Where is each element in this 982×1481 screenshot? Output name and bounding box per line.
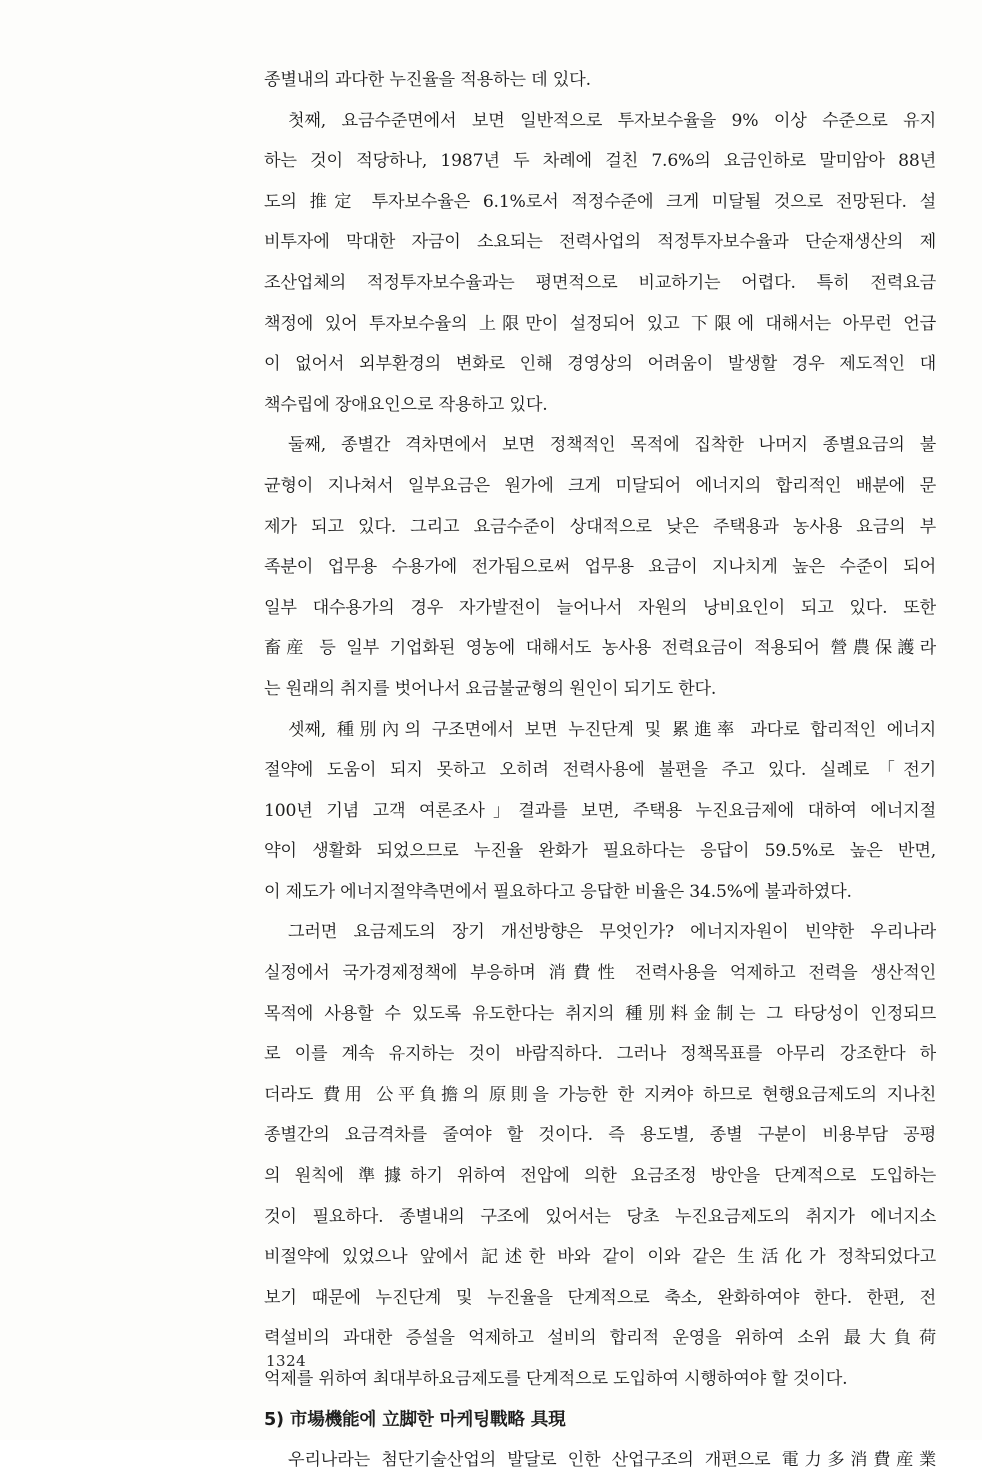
text-line: 억제를 위하여 최대부하요금제도를 단계적으로 도입하여 시행하여야 할 것이다. [264,1369,848,1389]
text-line: 는 원래의 취지를 벗어나서 요금불균형의 원인이 되기도 한다. [264,678,717,699]
page-number: 1324 [266,1352,307,1370]
text-line: 첫째, 요금수준면에서 보면 일반적으로 투자보수율을 9% 이상 수준으로 유지 [288,110,936,131]
text-line: 셋째, 種別內의 구조면에서 보면 누진단계 및 累進率 과다로 합리적인 에너지 [288,719,936,740]
text-line: 책수립에 장애요인으로 작용하고 있다. [264,394,548,415]
text-line: 종별내의 과다한 누진율을 적용하는 데 있다. [264,70,591,90]
text-line: 제가 되고 있다. 그리고 요금수준이 상대적으로 낮은 주택용과 농사용 요금의 부 [264,516,936,537]
text-line: 이 제도가 에너지절약측면에서 필요하다고 응답한 비율은 34.5%에 불과하였다. [264,881,852,902]
text-line: 로 이를 계속 유지하는 것이 바람직하다. 그러나 정책목표를 아무리 강조한다 하 [264,1044,936,1065]
text-line: 조산업체의 적정투자보수율과는 평면적으로 비교하기는 어렵다. 특히 전력요금 [264,272,936,293]
text-line: 약이 생활화 되었으므로 누진율 완화가 필요하다는 응답이 59.5%로 높은 반면, [264,841,936,862]
text-line: 둘째, 종별간 격차면에서 보면 정책적인 목적에 집착한 나머지 종별요금의 불 [288,435,936,456]
text-line: 종별간의 요금격차를 줄여야 할 것이다. 즉 용도별, 종별 구분이 비용부담 공평 [264,1125,936,1146]
text-line: 우리나라는 첨단기술산업의 발달로 인한 산업구조의 개편으로 電力多消費産業 [288,1450,936,1471]
text-line: 이 없어서 외부환경의 변화로 인해 경영상의 어려움이 발생할 경우 제도적인 대 [264,354,936,375]
text-line: 100년 기념 고객 여론조사」결과를 보면, 주택용 누진요금제에 대하여 에너지절 [264,800,936,821]
text-line: 력설비의 과대한 증설을 억제하고 설비의 합리적 운영을 위하여 소위 最大負荷 [264,1328,936,1349]
text-line: 보기 때문에 누진단계 및 누진율을 단계적으로 축소, 완화하여야 한다. 한편, 전 [264,1287,936,1308]
text-line: 절약에 도움이 되지 못하고 오히려 전력사용에 불편을 주고 있다. 실례로「전기 [264,760,936,781]
text-line: 의 원칙에 準據하기 위하여 전압에 의한 요금조정 방안을 단계적으로 도입하는 [264,1166,936,1187]
section-heading: 5) 市場機能에 立脚한 마케팅戰略 具現 [264,1409,566,1430]
body-text [264,60,936,1481]
text-line: 비절약에 있었으나 앞에서 記述한 바와 같이 이와 같은 生活化가 정착되었다고 [264,1247,936,1268]
text-line: 더라도 費用 公平負擔의 原則을 가능한 한 지켜야 하므로 현행요금제도의 지나친 [264,1084,936,1105]
text-line: 일부 대수용가의 경우 자가발전이 늘어나서 자원의 낭비요인이 되고 있다. 또한 [264,597,936,618]
text-line: 균형이 지나쳐서 일부요금은 원가에 크게 미달되어 에너지의 합리적인 배분에 문 [264,475,936,496]
text-line: 비투자에 막대한 자금이 소요되는 전력사업의 적정투자보수율과 단순재생산의 제 [264,232,936,253]
text-line: 족분이 업무용 수용가에 전가됨으로써 업무용 요금이 지나치게 높은 수준이 되어 [264,557,936,578]
text-line: 목적에 사용할 수 있도록 유도한다는 취지의 種別料金制는 그 타당성이 인정되므 [264,1003,936,1024]
text-line: 하는 것이 적당하나, 1987년 두 차례에 걸친 7.6%의 요금인하로 말미암아 88년 [264,151,936,172]
text-line: 그러면 요금제도의 장기 개선방향은 무엇인가? 에너지자원이 빈약한 우리나라 [288,922,936,943]
text-line: 책정에 있어 투자보수율의 上限만이 설정되어 있고 下限에 대해서는 아무런 언급 [264,313,936,334]
text-line: 실정에서 국가경제정책에 부응하며 消費性 전력사용을 억제하고 전력을 생산적인 [264,963,936,984]
text-line: 畜産 등 일부 기업화된 영농에 대해서도 농사용 전력요금이 적용되어 營農保護라 [264,638,936,659]
text-line: 도의 推定 투자보수율은 6.1%로서 적정수준에 크게 미달될 것으로 전망된다. 설 [264,191,936,212]
text-line: 것이 필요하다. 종별내의 구조에 있어서는 당초 누진요금제도의 취지가 에너지소 [264,1206,936,1227]
